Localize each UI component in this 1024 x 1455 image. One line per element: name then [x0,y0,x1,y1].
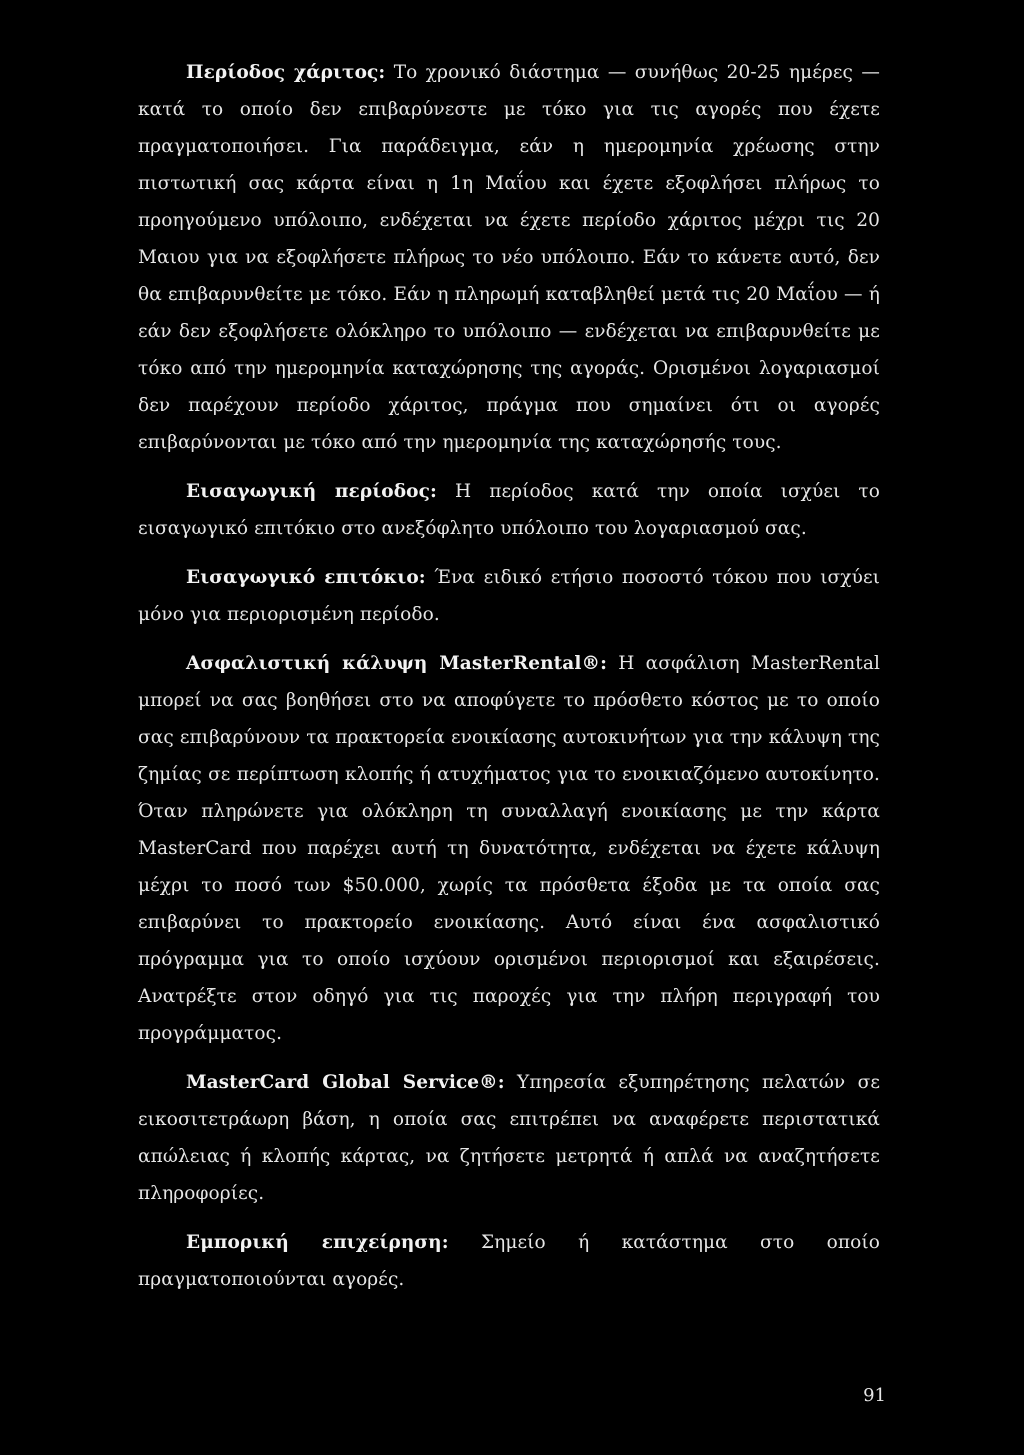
glossary-entry-merchant [138,1224,880,1298]
glossary-definition: Η ασφάλιση MasterRental μπορεί να σας βοηθήσει στο να αποφύγετε το πρόσθετο κόστος με το οποίο σας επιβαρύνουν τα πρακτορεία ενοικίασης αυτοκινήτων για την κάλυψη της ζημίας σε περίπτωση κλοπής ή ατυχήματος για το ενοικιαζόμενο αυτοκίνητο. Όταν πληρώνετε για ολόκληρη τη συναλλαγή ενοικίασης με την κάρτα MasterCard που παρέχει αυτή τη δυνατότητα, ενδέχεται να έχετε κάλυψη μέχρι το ποσό των $50.000, χωρίς τα πρόσθετα έξοδα με τα οποία σας επιβαρύνει το πρακτορείο ενοικίασης. Αυτό είναι ένα ασφαλιστικό πρόγραμμα για το οποίο ισχύουν ορισμένοι περιορισμοί και εξαιρέσεις. Ανατρέξτε στον οδηγό για τις παροχές για την πλήρη περιγραφή του προγράμματος. [138,653,880,1044]
glossary-page [138,54,880,1298]
glossary-term: Ασφαλιστική κάλυψη MasterRental®: [186,653,608,674]
glossary-term: Εισαγωγική περίοδος: [186,481,437,502]
glossary-term: Εμπορική επιχείρηση: [186,1232,449,1253]
glossary-term: MasterCard Global Service®: [186,1072,505,1093]
glossary-term: Εισαγωγικό επιτόκιο: [186,567,426,588]
glossary-entry-masterrental [138,645,880,1052]
page-number: 91 [863,1385,886,1406]
glossary-definition: Υπηρεσία εξυπηρέτησης πελατών σε εικοσιτετράωρη βάση, η οποία σας επιτρέπει να αναφέρετε περιστατικά απώλειας ή κλοπής κάρτας, να ζητήσετε μετρητά ή απλά να αναζητήσετε πληροφορίες. [138,1072,880,1204]
glossary-definition: Ένα ειδικό ετήσιο ποσοστό τόκου που ισχύει μόνο για περιορισμένη περίοδο. [138,567,880,625]
glossary-definition: Σημείο ή κατάστημα στο οποίο πραγματοποιούνται αγορές. [138,1232,880,1290]
glossary-definition: Το χρονικό διάστημα — συνήθως 20-25 ημέρες — κατά το οποίο δεν επιβαρύνεστε με τόκο για τις αγορές που έχετε πραγματοποιήσει. Για παράδειγμα, εάν η ημερομηνία χρέωσης στην πιστωτική σας κάρτα είναι η 1η Μαΐου και έχετε εξοφλήσει πλήρως το προηγούμενο υπόλοιπο, ενδέχεται να έχετε περίοδο χάριτος μέχρι τις 20 Μαιου για να εξοφλήσετε πλήρως το νέο υπόλοιπο. Εάν το κάνετε αυτό, δεν θα επιβαρυνθείτε με τόκο. Εάν η πληρωμή καταβληθεί μετά τις 20 Μαΐου — ή εάν δεν εξοφλήσετε ολόκληρο το υπόλοιπο — ενδέχεται να επιβαρυνθείτε με τόκο από την ημερομηνία καταχώρησης της αγοράς. Ορισμένοι λογαριασμοί δεν παρέχουν περίοδο χάριτος, πράγμα που σημαίνει ότι οι αγορές επιβαρύνονται με τόκο από την ημερομηνία της καταχώρησής τους. [138,62,880,453]
glossary-entry-introductory-rate [138,559,880,633]
glossary-entry-global-service [138,1064,880,1212]
glossary-entry-grace-period [138,54,880,461]
glossary-term: Περίοδος χάριτος: [186,62,386,83]
glossary-entry-introductory-period [138,473,880,547]
glossary-definition: Η περίοδος κατά την οποία ισχύει το εισαγωγικό επιτόκιο στο ανεξόφλητο υπόλοιπο του λογαριασμού σας. [138,481,880,539]
